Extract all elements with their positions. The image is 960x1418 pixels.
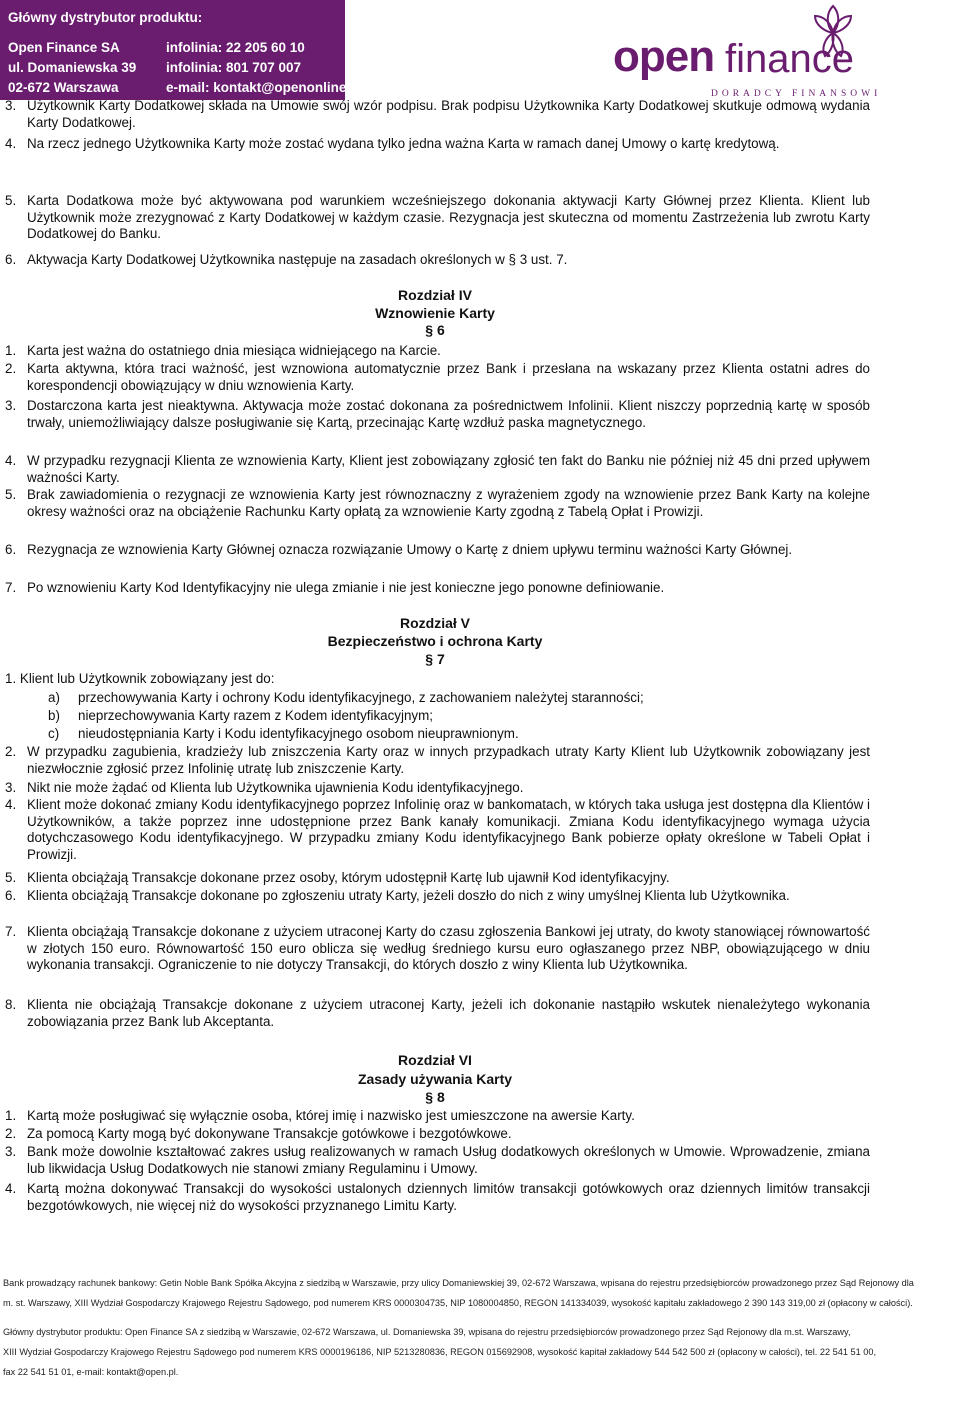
- chapter-heading: Rozdział IV: [398, 287, 472, 303]
- company-street: ul. Domaniewska 39: [8, 60, 137, 75]
- item-number: 4.: [5, 136, 17, 151]
- sub-item-text: nieprzechowywania Karty razem z Kodem identyfikacyjnym;: [78, 708, 433, 723]
- item-text: Klienta nie obciążają Transakcje dokonane z użyciem utraconej Karty, jeżeli ich dokonanie nastąpiło wskutek nienależytego wykonania zobowiązania przez Bank lub Akceptanta.: [27, 997, 870, 1029]
- footer-distributor-line-3: fax 22 541 51 01, e-mail: kontakt@open.pl.: [3, 1367, 179, 1377]
- letterhead: [0, 0, 960, 100]
- item-text: W przypadku rezygnacji Klienta ze wznowienia Karty, Klient jest zobowiązany zgłosić ten fakt do Banku nie później niż 45 dni przed upływem ważności Karty.: [27, 453, 870, 485]
- item-number: 2.: [5, 1126, 17, 1141]
- item-number: 3.: [5, 1144, 17, 1159]
- item-text: Karta jest ważna do ostatniego dnia miesiąca widniejącego na Karcie.: [27, 343, 441, 358]
- infoline-1: infolinia: 22 205 60 10: [166, 40, 305, 55]
- item-number: 2.: [5, 361, 17, 376]
- footer-distributor-line-1: Główny dystrybutor produktu: Open Finance SA z siedzibą w Warszawie, 02-672 Warszawa, ul. Domaniewska 39, wpisana do rejestru przedsiębiorców prowadzonego przez Sąd Rejonowy dla m.st. Warszawy,: [3, 1327, 851, 1337]
- item-text: Klienta obciążają Transakcje dokonane z użyciem utraconej Karty do czasu zgłoszenia Bankowi jej utraty, do kwoty stanowiącej równowartość w złotych 150 euro. Równowartość 150 euro oblicza się według średniego kursu euro ogłaszanego przez NBP, obowiązującego w dniu wykonania transakcji. Ograniczenie to nie dotyczy Transakcji, do których doszło z winy Klienta lub Użytkownika.: [27, 924, 870, 973]
- item-text: Nikt nie może żądać od Klienta lub Użytkownika ujawnienia Kodu identyfikacyjnego.: [27, 780, 524, 795]
- section-number: § 8: [425, 1089, 445, 1105]
- sub-item-letter: a): [48, 690, 60, 705]
- section-number: § 7: [425, 651, 445, 667]
- footer-bank-line-2: m. st. Warszawy, XIII Wydział Gospodarczy Krajowego Rejestru Sądowego, pod numerem KRS 0000304735, NIP 1080004850, REGON 141334039, wysokość kapitału zakładowego 2 390 143 319,00 zł (opłacony w całości).: [3, 1298, 913, 1308]
- item-number: 6.: [5, 888, 17, 903]
- chapter-heading: Rozdział V: [399, 615, 470, 631]
- item-number: 4.: [5, 453, 17, 468]
- item-text: Karta aktywna, która traci ważność, jest wznowiona automatycznie przez Bank i przesłana na wskazany przez Klienta ostatni adres do korespondencji obowiązujący w dniu wznowienia Karty.: [27, 361, 870, 393]
- sub-item-letter: b): [48, 708, 60, 723]
- item-number: 2.: [5, 744, 17, 759]
- item-text: Kartą można dokonywać Transakcji do wysokości ustalonych dziennych limitów transakcji gotówkowych oraz dziennych limitów transakcji bezgotówkowych, nie więcej niż do wysokości przyznanego Limitu Karty.: [27, 1181, 870, 1213]
- item-number: 3.: [5, 98, 17, 113]
- chapter-title: Bezpieczeństwo i ochrona Karty: [327, 633, 543, 649]
- item-text: Rezygnacja ze wznowienia Karty Głównej oznacza rozwiązanie Umowy o Kartę z dniem upływu terminu ważności Karty Głównej.: [27, 542, 793, 557]
- item-text: Karta Dodatkowa może być aktywowana pod warunkiem wcześniejszego dokonania aktywacji Karty Głównej przez Klienta. Klient lub Użytkownik może zrezygnować z Karty Dodatkowej w każdym czasie. Rezygnacja jest skuteczna od momentu Zastrzeżenia lub zwrotu Karty Dodatkowej do Banku.: [27, 193, 870, 242]
- item-number: 4.: [5, 1181, 17, 1196]
- item-number: 3.: [5, 398, 17, 413]
- item-text: Bank może dowolnie kształtować zakres usług realizowanych w ramach Usług dodatkowych określonych w Umowie. Wprowadzenie, zmiana lub likwidacja Usług Dodatkowych nie stanowi zmiany Regulaminu i Umowy.: [27, 1144, 870, 1176]
- footer-bank-line-1: Bank prowadzący rachunek bankowy: Getin Noble Bank Spółka Akcyjna z siedzibą w Warszawie, przy ulicy Domaniewskiej 39, 02-672 Warszawa, wpisana do rejestru przedsiębiorców prowadzonego przez Sąd Rejonowy dla: [3, 1278, 914, 1288]
- item-number: 7.: [5, 924, 17, 939]
- logo-tagline: DORADCY FINANSOWI: [711, 89, 882, 99]
- sub-item-text: przechowywania Karty i ochrony Kodu identyfikacyjnego, z zachowaniem należytej staranności;: [78, 690, 644, 705]
- item-number: 1.: [5, 1108, 17, 1123]
- item-number: 4.: [5, 797, 17, 812]
- open-finance-logo: [607, 0, 960, 100]
- item-text: Klienta obciążają Transakcje dokonane przez osoby, którym udostępnił Kartę lub ujawnił Kod identyfikacyjny.: [27, 870, 670, 885]
- item-text: Aktywacja Karty Dodatkowej Użytkownika następuje na zasadach określonych w § 3 ust. 7.: [27, 252, 568, 267]
- section-number: § 6: [425, 322, 445, 338]
- item-text: W przypadku zagubienia, kradzieży lub zniszczenia Karty oraz w innych przypadkach utraty Karty Klient lub Użytkownik zobowiązany jest niezwłocznie zgłosić przez Infolinię utratę lub zniszczenie Karty.: [27, 744, 870, 776]
- footer-distributor-line-2: XIII Wydział Gospodarczy Krajowego Rejestru Sądowego pod numerem KRS 0000196186, NIP 5213280836, REGON 015692908, wysokość kapitał zakładowy 544 542 500 zł (opłacony w całości), tel. 22 541 51 00,: [3, 1347, 877, 1357]
- chapter-title: Zasady używania Karty: [357, 1071, 513, 1087]
- company-city: 02-672 Warszawa: [8, 80, 119, 95]
- item-number: 5.: [5, 870, 17, 885]
- item-text: Klient może dokonać zmiany Kodu identyfikacyjnego poprzez Infolinię oraz w bankomatach, w których taka usługa jest dostępna dla Klientów i Użytkowników, a także poprzez inne udostępnione przez Bank kanały komunikacji. Zmiana Kodu identyfikacyjnego wymaga użycia dotychczasowego Kodu identyfikacyjnego. W przypadku zmiany Kodu identyfikacyjnego Bank pobierze opłaty określone w Tabeli Opłat i Prowizji.: [27, 797, 870, 862]
- item-number: 3.: [5, 780, 17, 795]
- company-name: Open Finance SA: [8, 40, 120, 55]
- chapter-heading: Rozdział VI: [398, 1052, 472, 1068]
- item-number: 6.: [5, 542, 17, 557]
- item-text: Po wznowieniu Karty Kod Identyfikacyjny nie ulega zmianie i nie jest konieczne jego ponowne definiowanie.: [27, 580, 665, 595]
- distributor-info-block: [0, 0, 363, 100]
- item-text: Na rzecz jednego Użytkownika Karty może zostać wydana tylko jedna ważna Karta w ramach danej Umowy o kartę kredytową.: [27, 136, 780, 151]
- logo-word-finance: finance: [725, 37, 854, 81]
- item-text: Kartą może posługiwać się wyłącznie osoba, której imię i nazwisko jest umieszczone na awersie Karty.: [27, 1108, 635, 1123]
- item-number: 8.: [5, 997, 17, 1012]
- sub-item-text: nieudostępniania Karty i Kodu identyfikacyjnego osobom nieuprawnionym.: [78, 726, 519, 741]
- item-text: Dostarczona karta jest nieaktywna. Aktywacja może zostać dokonana za pośrednictwem Infolinii. Klient niszczy poprzednią kartę w sposób trwały, uniemożliwiający dalsze posługiwanie się Kartą, przecinając Kartę wzdłuż paska magnetycznego.: [27, 398, 870, 430]
- item-number: 5.: [5, 193, 17, 208]
- item-number: 7.: [5, 580, 17, 595]
- item-text: Użytkownik Karty Dodatkowej składa na Umowie swój wzór podpisu. Brak podpisu Użytkownika Karty Dodatkowej skutkuje odmową wydania Karty Dodatkowej.: [27, 98, 870, 130]
- item-text: Klienta obciążają Transakcje dokonane po zgłoszeniu utraty Karty, jeżeli doszło do nich z winy umyślnej Klienta lub Użytkownika.: [27, 888, 790, 903]
- sub-item-letter: c): [48, 726, 60, 741]
- chapter-title: Wznowienie Karty: [375, 305, 495, 321]
- infoline-2: infolinia: 801 707 007: [166, 60, 302, 75]
- item-text: Brak zawiadomienia o rezygnacji ze wznowienia Karty jest równoznaczny z wyrażeniem zgody na wznowienie przez Bank Karty na kolejne okresy ważności oraz na obciążenie Rachunku Karty opłatą za wznowienie Karty zgodną z Tabelą Opłat i Prowizji.: [27, 487, 870, 519]
- distributor-label: Główny dystrybutor produktu:: [8, 10, 203, 25]
- logo-word-open: open: [613, 32, 715, 81]
- item-text: Za pomocą Karty mogą być dokonywane Transakcje gotówkowe i bezgotówkowe.: [27, 1126, 512, 1141]
- item-number: 1.: [5, 343, 17, 358]
- item-text: 1. Klient lub Użytkownik zobowiązany jest do:: [5, 671, 275, 686]
- item-number: 5.: [5, 487, 17, 502]
- contact-email: e-mail: kontakt@openonline.pl: [166, 80, 363, 95]
- item-number: 6.: [5, 252, 17, 267]
